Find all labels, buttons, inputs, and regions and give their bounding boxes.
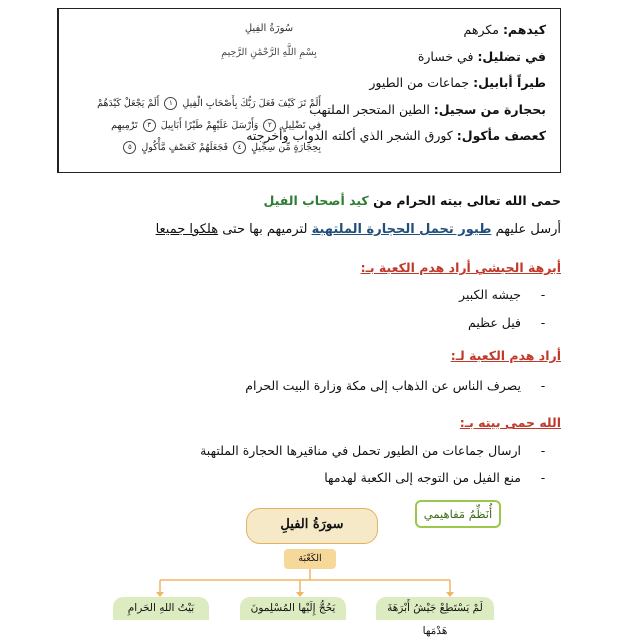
diagram-center-node: الكَعْبَة	[284, 549, 336, 569]
meaning: مكرهم	[463, 22, 503, 37]
intro-line: حمى الله تعالى بيته الحرام من كيد أصحاب الفيل	[263, 193, 561, 208]
highlight-text: طيور تحمل الحجارة الملتهبة	[311, 222, 492, 237]
meaning: كورق الشجر الذي أكلته الدواب وأخرجته	[246, 128, 457, 143]
term: في تضليل:	[477, 48, 546, 64]
bullet-item: -منع الفيل من التوجه إلى الكعبة لهدمها	[324, 470, 546, 485]
highlight-text: كيد أصحاب الفيل	[263, 193, 369, 208]
basmala: بِسْمِ اللَّهِ الرَّحْمَٰنِ الرَّحِيمِ	[221, 47, 317, 58]
term: بحجارة من سجيل:	[433, 101, 546, 117]
ayah-number: ٣	[143, 119, 156, 132]
bullet-item: -جيشه الكبير	[459, 287, 546, 302]
bullet-item: -يصرف الناس عن الذهاب إلى مكة وزارة البيت الحرام	[245, 378, 546, 393]
bullet-item: -ارسال جماعات من الطيور تحمل في مناقيرها الحجارة الملتهبة	[200, 443, 546, 458]
organize-concepts-label: أُنَظِّمُ مَفاهيمي	[415, 500, 501, 528]
section-heading: أراد هدم الكعبة لـ:	[450, 348, 561, 363]
diagram-leaf: لَمْ يَسْتَطِعْ جَيْشُ أَبْرَهَةَ هَدْمَها	[376, 597, 494, 620]
ayah-number: ٢	[263, 119, 276, 132]
term: كعصف مأكول:	[456, 128, 546, 143]
diagram-title: سورَةُ الفيلِ	[246, 508, 378, 544]
ayah-number: ١	[164, 97, 177, 110]
term: كيدهم:	[502, 22, 546, 37]
verse-line: بِحِجَارَةٍ مِّن سِجِّيلٍ ٤ فَجَعَلَهُمْ كَعَصْفٍ مَّأْكُولٍ ٥	[69, 137, 321, 159]
meaning: الطين المتحجر الملتهب	[309, 101, 434, 117]
meaning: جماعات من الطيور	[369, 75, 474, 90]
ayah-number: ٥	[123, 141, 136, 154]
ayah-number: ٤	[233, 141, 246, 154]
surah-header: سُورَةُ الفِيلِ	[244, 23, 294, 34]
bullet-item: -فيل عظيم	[468, 315, 546, 330]
verse-line: فِي تَضْلِيلٍ ٢ وَأَرْسَلَ عَلَيْهِمْ طَيْرًا أَبَابِيلَ ٣ تَرْمِيهِم	[111, 120, 321, 131]
term: طيراً أبابيل:	[473, 75, 546, 90]
underlined-text: هلكوا جميعا	[155, 222, 219, 237]
meaning: في خسارة	[417, 48, 478, 64]
intro-line-2: أرسل عليهم طيور تحمل الحجارة الملتهبة لترميهم بها حتى هلكوا جميعا	[155, 222, 561, 237]
section-heading: الله حمى بيته بـ:	[459, 415, 561, 430]
diagram-leaf: بَيْتُ اللهِ الحَرامِ	[113, 597, 209, 620]
section-heading: أبرهة الحبشي أراد هدم الكعبة بـ:	[360, 260, 561, 275]
verse-line: أَلَمْ تَرَ كَيْفَ فَعَلَ رَبُّكَ بِأَصْحَابِ الْفِيلِ ١ أَلَمْ يَجْعَلْ كَيْدَهُمْ	[97, 98, 321, 109]
diagram-leaf: يَحُجُّ إِلَيْها المُسْلِمونَ	[240, 597, 346, 620]
